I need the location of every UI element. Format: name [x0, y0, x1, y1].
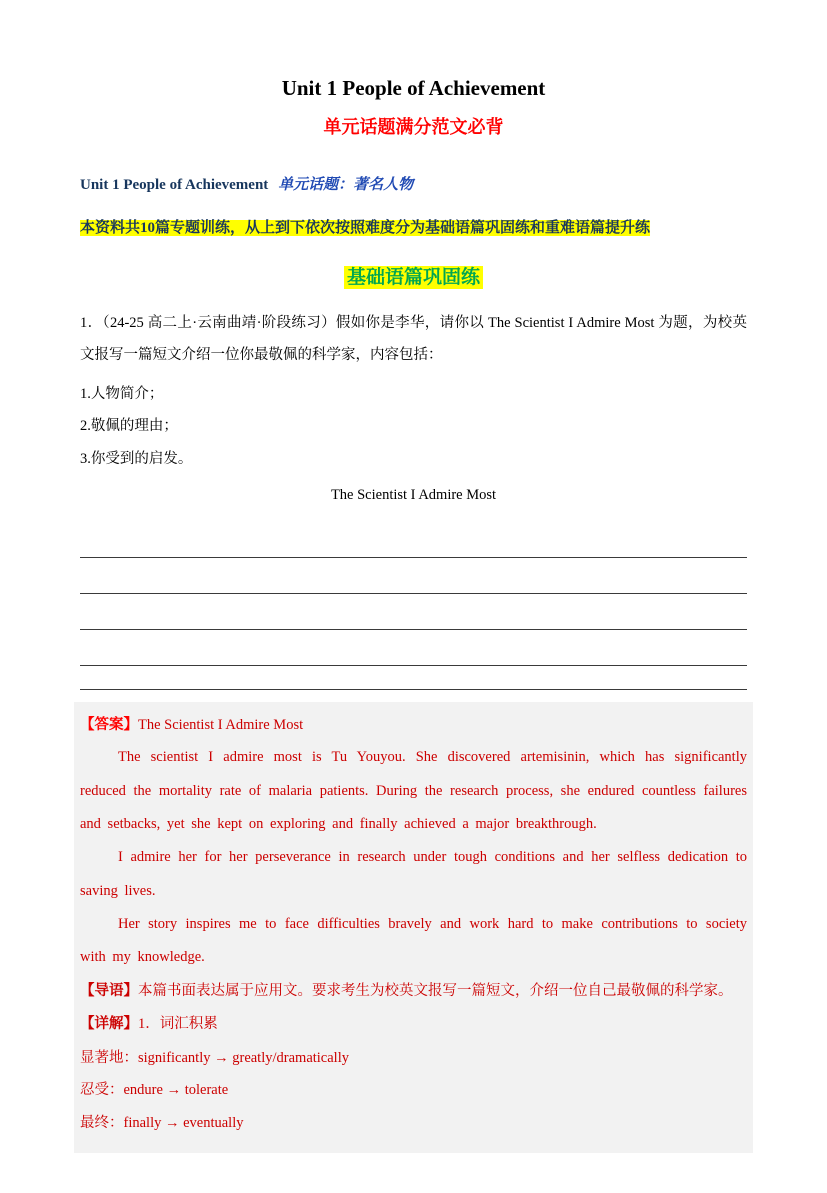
- writing-line: [80, 558, 747, 594]
- answer-heading: [80, 710, 747, 742]
- essay-title: The Scientist I Admire Most: [330, 486, 497, 503]
- exercise-prompt: 1．（24-25 高二上·云南曲靖·阶段练习）假如你是李华，请你以 The Scientist I Admire Most 为题，为校英文报写一篇短文介绍一位你最敬佩的科学家，内容包括：: [80, 314, 747, 364]
- guide-line: [80, 975, 747, 1008]
- vocab-item-2: 忍受：endure → tolerate: [80, 1082, 229, 1099]
- answer-label: 【答案】: [80, 716, 138, 733]
- explanation-label: 【详解】: [80, 1016, 138, 1033]
- unit-topic-line: [80, 173, 747, 194]
- answer-paragraph-3: Her story inspires me to face difficulties bravely and work hard to make contributions to society with my knowledge.: [80, 916, 747, 966]
- writing-line: [80, 630, 747, 666]
- answer-paragraph-1: The scientist I admire most is Tu Youyou. She discovered artemisinin, which has significantly reduced the mortality rate of malaria patients. During the research process, she endured countless failures and setbacks, yet she kept on exploring and finally achieved a major breakthrough.: [80, 749, 747, 833]
- writing-lines-area: [80, 522, 747, 690]
- section-heading-basic-practice: [80, 262, 747, 289]
- section-heading-highlight: 基础语篇巩固练: [344, 266, 483, 289]
- unit-topic-chinese: 单元话题：著名人物: [278, 177, 414, 193]
- material-notice-highlight: 本资料共10篇专题训练，从上到下依次按照难度分为基础语篇巩固练和重难语篇提升练: [80, 220, 651, 236]
- writing-line: [80, 666, 747, 690]
- writing-line: [80, 522, 747, 558]
- exercise-point-3: 3.你受到的启发。: [80, 451, 193, 467]
- explanation-line: [80, 1008, 747, 1041]
- material-notice: [80, 216, 747, 242]
- document-subtitle: 单元话题满分范文必背: [323, 117, 504, 137]
- vocab-item-1: 显著地：significantly → greatly/dramatically: [80, 1049, 349, 1066]
- document-title: Unit 1 People of Achievement: [281, 76, 546, 100]
- guide-label: 【导语】: [80, 982, 138, 999]
- exercise-point-1: 1.人物简介；: [80, 385, 164, 402]
- answer-essay-title: The Scientist I Admire Most: [138, 716, 304, 733]
- explanation-heading: 1．词汇积累: [138, 1016, 218, 1033]
- writing-line: [80, 594, 747, 630]
- exercise-point-2: 2.敬佩的理由；: [80, 418, 178, 435]
- vocab-item-3: 最终：finally → eventually: [80, 1114, 244, 1131]
- guide-text: 本篇书面表达属于应用文。要求考生为校英文报写一篇短文，介绍一位自己最敬佩的科学家。: [138, 982, 733, 999]
- answer-paragraph-2: I admire her for her perseverance in research under tough conditions and her selfless dedication to saving lives.: [80, 849, 747, 899]
- unit-topic-english: Unit 1 People of Achievement: [80, 177, 269, 193]
- answer-section: [74, 702, 753, 1154]
